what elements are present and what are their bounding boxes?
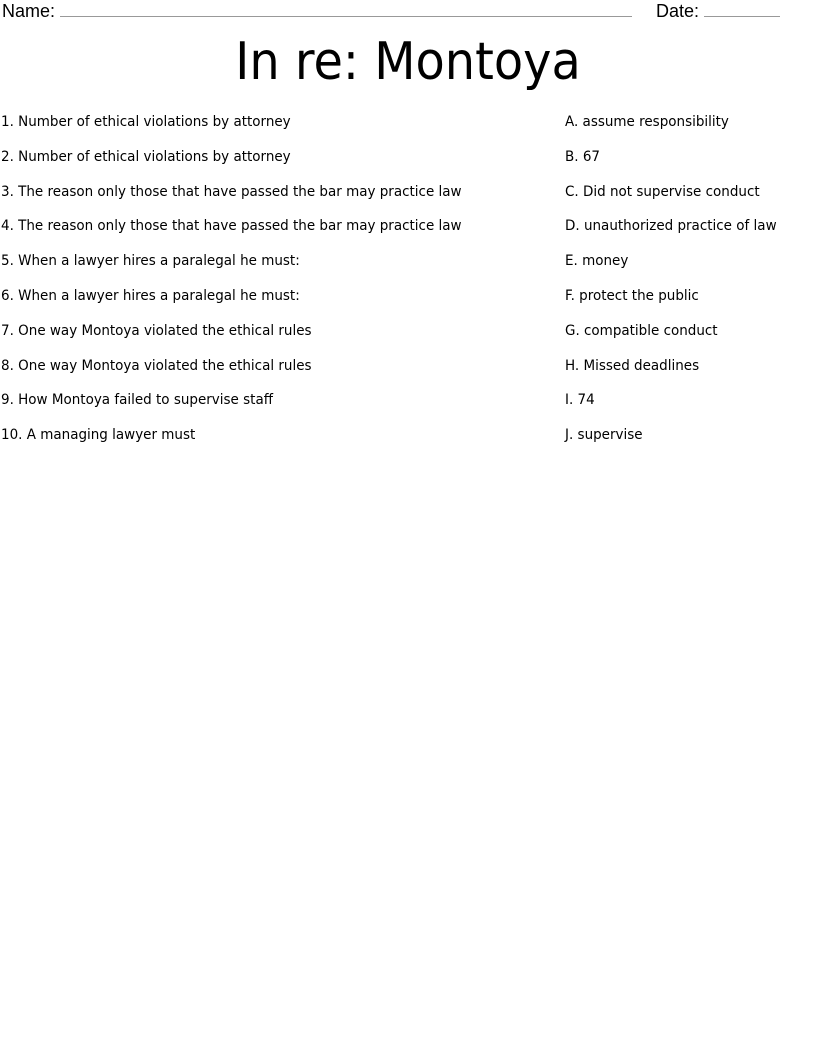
question-item: 7. One way Montoya violated the ethical rules (1, 322, 312, 339)
answer-item: B. 67 (565, 148, 600, 165)
answer-item: J. supervise (565, 427, 643, 444)
answer-item: C. Did not supervise conduct (565, 183, 760, 200)
name-field[interactable] (2, 0, 632, 22)
date-field[interactable] (656, 0, 780, 22)
question-item: 1. Number of ethical violations by attorney (1, 114, 291, 130)
question-item: 6. When a lawyer hires a paralegal he must: (1, 288, 300, 304)
question-item: 5. When a lawyer hires a paralegal he must: (1, 253, 300, 270)
date-label: Date: (656, 1, 700, 21)
name-label: Name: (2, 1, 56, 21)
answer-item: E. money (565, 253, 629, 270)
question-item: 10. A managing lawyer must (1, 427, 196, 444)
answer-item: F. protect the public (565, 288, 699, 304)
answer-item: I. 74 (565, 392, 595, 409)
question-item: 2. Number of ethical violations by attorney (1, 148, 291, 165)
page-title: In re: Montoya (235, 32, 581, 92)
name-blank[interactable] (60, 0, 632, 17)
question-item: 3. The reason only those that have passed the bar may practice law (1, 183, 462, 200)
answer-item: H. Missed deadlines (565, 357, 700, 374)
answer-item: D. unauthorized practice of law (565, 218, 777, 235)
question-item: 8. One way Montoya violated the ethical rules (1, 357, 312, 374)
answer-item: G. compatible conduct (565, 322, 718, 339)
date-blank[interactable] (704, 0, 780, 17)
question-item: 4. The reason only those that have passed the bar may practice law (1, 218, 462, 235)
answer-item: A. assume responsibility (565, 114, 729, 130)
question-item: 9. How Montoya failed to supervise staff (1, 392, 274, 409)
